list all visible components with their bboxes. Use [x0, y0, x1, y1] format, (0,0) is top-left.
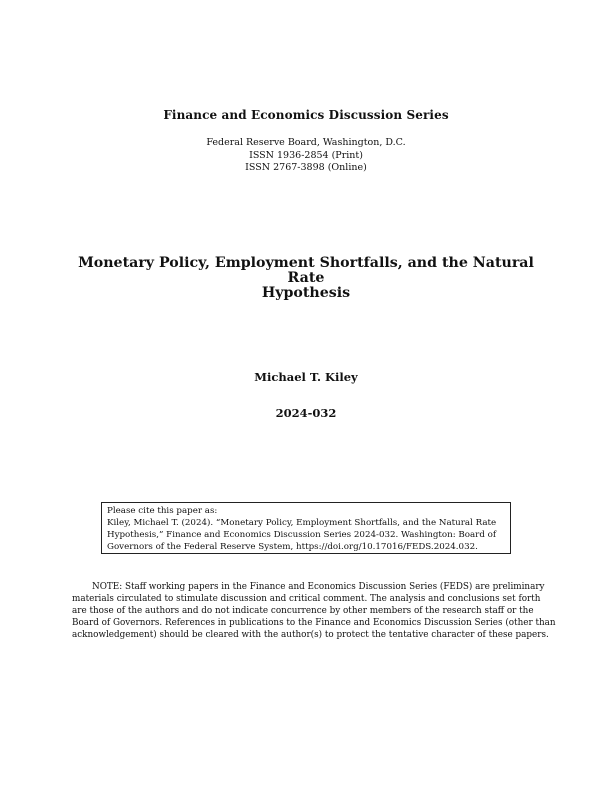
- citation-line: Kiley, Michael T. (2024). “Monetary Policy, Employment Shortfalls, and the Natural Rate: [107, 518, 497, 528]
- series-title: Finance and Economics Discussion Series: [163, 108, 449, 122]
- note-line: NOTE: Staff working papers in the Finance and Economics Discussion Series (FEDS) are preliminary: [92, 582, 545, 592]
- note-line: acknowledgement) should be cleared with the author(s) to protect the tentative character of these papers.: [72, 630, 549, 640]
- citation-line[interactable]: Governors of the Federal Reserve System, https://doi.org/10.17016/FEDS.2024.032.: [107, 542, 478, 552]
- paper-title-line: Monetary Policy, Employment Shortfalls, and the Natural Rate: [78, 255, 534, 286]
- author-name: Michael T. Kiley: [254, 370, 358, 384]
- note-line: Board of Governors. References in publications to the Finance and Economics Discussion Series (other than: [72, 618, 556, 628]
- paper-number: 2024-032: [275, 406, 337, 420]
- citation-heading: Please cite this paper as:: [107, 506, 218, 516]
- citation-line: Hypothesis,” Finance and Economics Discussion Series 2024-032. Washington: Board of: [107, 530, 497, 540]
- publisher-info: [0, 137, 612, 175]
- note-line: are those of the authors and do not indicate concurrence by other members of the research staff or the: [72, 606, 534, 616]
- note-line: materials circulated to stimulate discussion and critical comment. The analysis and conclusions set forth: [72, 594, 541, 604]
- issn-online: ISSN 2767-3898 (Online): [245, 162, 367, 173]
- citation-box: [101, 502, 511, 554]
- paper-title: [0, 256, 612, 301]
- publisher-line: Federal Reserve Board, Washington, D.C.: [206, 137, 406, 148]
- disclaimer-note: [72, 581, 556, 641]
- issn-print: ISSN 1936-2854 (Print): [249, 149, 363, 161]
- paper-title-line: Hypothesis: [261, 285, 351, 301]
